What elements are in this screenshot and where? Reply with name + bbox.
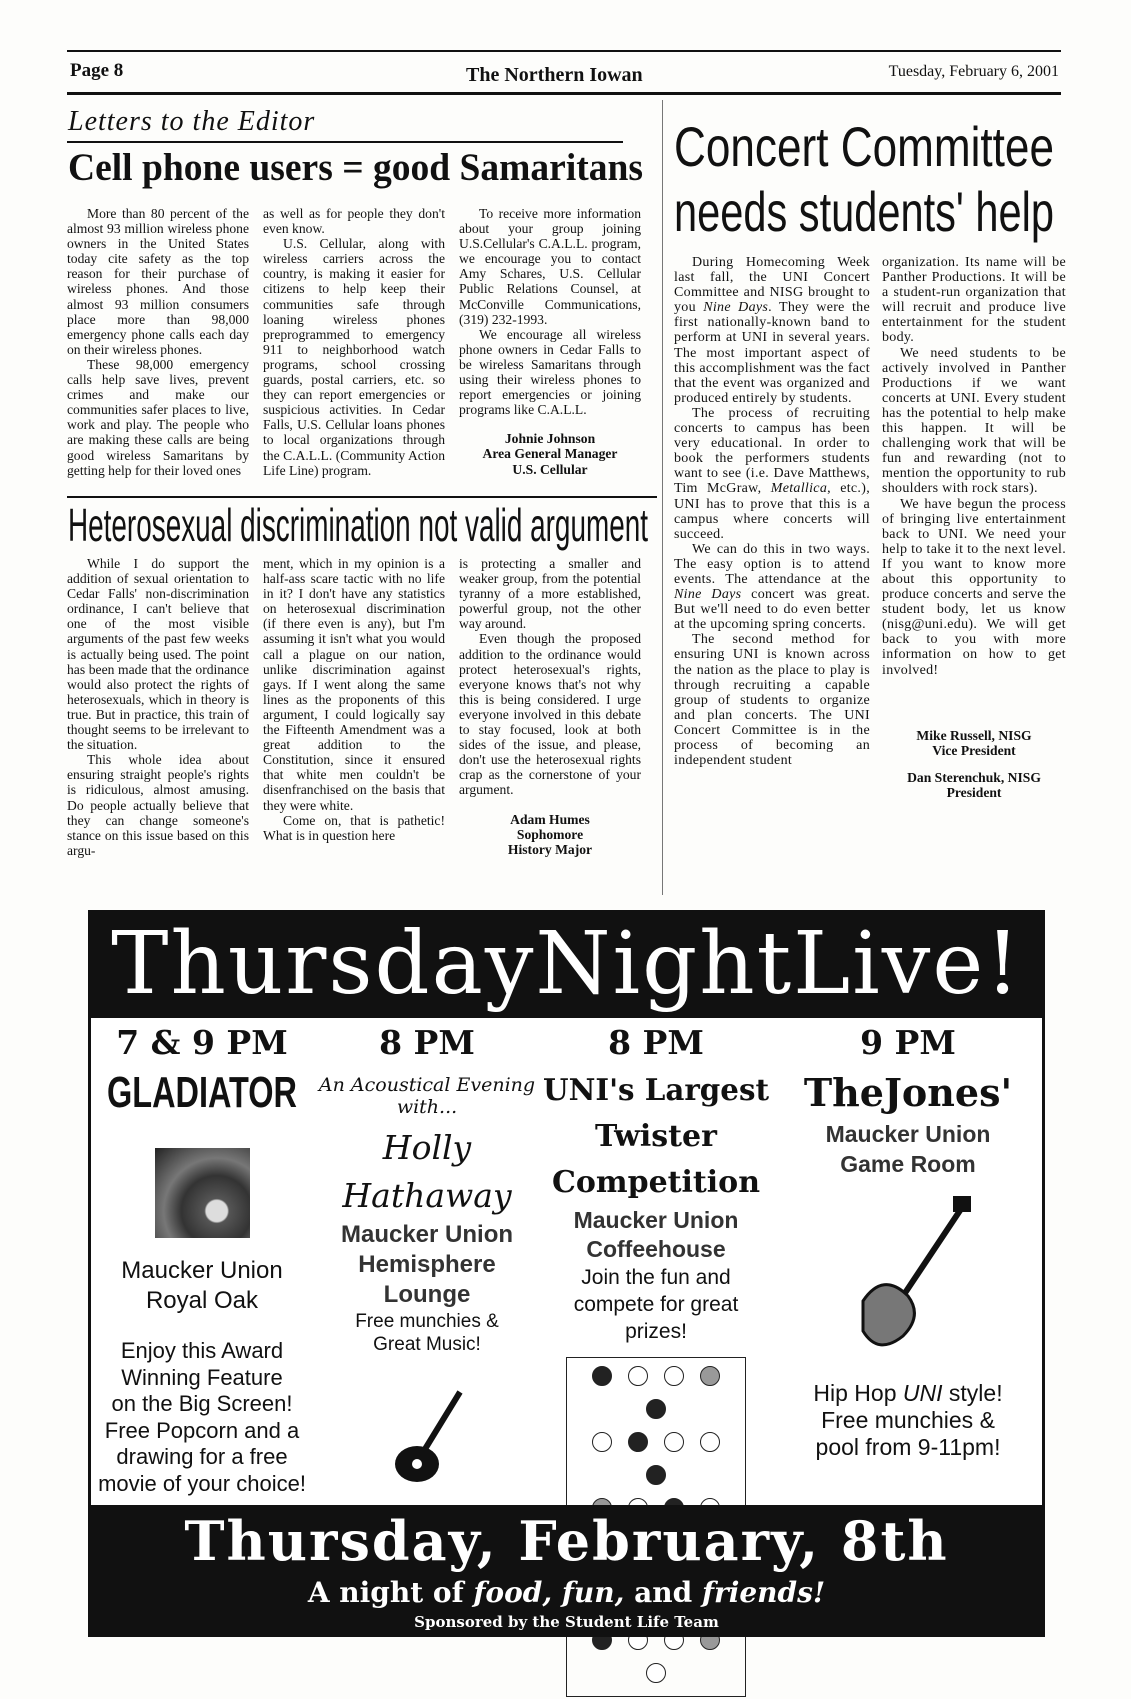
event-name: TheJones' bbox=[803, 1070, 1013, 1115]
ad-sponsor: Sponsored by the Student Life Team bbox=[414, 1613, 719, 1631]
paragraph: This whole idea about ensuring straight people's rights is ridiculous, almost amusing. Do people actually believe that they can change someone's stance on this issue based on this argu- bbox=[67, 752, 249, 858]
header-rule bbox=[67, 92, 1061, 95]
event-holly-hathaway bbox=[316, 1023, 538, 1499]
paragraph: organization. Its name will be Panther Productions. It will be a student-run organization that will recruit and produce live entertainment for the student body. bbox=[882, 255, 1066, 346]
letter2-signature bbox=[459, 812, 641, 857]
column-divider bbox=[662, 100, 663, 895]
paragraph: Even though the proposed addition to the ordinance would protect heterosexual's rights, everyone knows that's not why this is being considered. I urge everyone involved in this debate to stay focused, look at both sides of the issue, and please, don't use the heterosexual rights crap as the cornerstone of your argument. bbox=[459, 631, 641, 798]
paragraph: We have begun the process of bringing live entertainment back to UNI. We need your help to take it to the next level. If you want to know more about this opportunity to produce concerts and serve the student body, let us know (nisg@uni.edu). We will get back to you with more information on how to get involved! bbox=[882, 496, 1066, 678]
event-place: Maucker Union Coffeehouse bbox=[573, 1207, 739, 1262]
text-line: Free munchies & bbox=[355, 1311, 499, 1332]
paragraph: is protecting a smaller and weaker group, from the potential tyranny of a more established, powerful group, not the other way around. bbox=[459, 556, 641, 632]
section-title: Letters to the Editor bbox=[68, 106, 316, 137]
text-line: Sophomore bbox=[516, 826, 584, 842]
paragraph: The process of recruiting concerts to campus has been very educational. In order to book the performers students want to see (i.e. Dave Matthews, Tim McGraw, Metallica, etc.), UNI has to prove that this is a campus where concerts will succeed. bbox=[674, 405, 870, 542]
paragraph: The second method for ensuring UNI is known across the nation as the place to play is through recruiting a capable group of students to organize and plan concerts. The UNI Concert Committee is in the process of becoming an independent student bbox=[674, 632, 870, 769]
text-line: Area General Manager bbox=[482, 446, 618, 462]
paragraph: ment, which in my opinion is a half-ass scare tactic with no life in it? I don't have any statistics on heterosexual discrimination (if there even is any), but I'm assuming it isn't what you would call a plague on our nation, unlike discrimination against gays. If I went along the same lines as the proponents of this argument, I could logically say the Fifteenth Amendment was a great addition to the Constitution, since it ensured that white men couldn't be disenfranchised on the basis that they were white. bbox=[263, 556, 445, 813]
twister-dot bbox=[700, 1432, 720, 1452]
paragraph: We can do this in two ways. The easy option is to attend events. The attendance at the Nine Days concert was great. But we'll need to do even better at the upcoming spring concerts. bbox=[674, 541, 870, 633]
paragraph: During Homecoming Week last fall, the UNI Concert Committee and NISG brought to you Nine Days. They were the first nationally-known band to perform at UNI in several years. The most important aspect of this accomplishment was the fact that the event was organized and produced entirely by students. bbox=[674, 255, 871, 406]
event-time: 9 PM bbox=[860, 1023, 956, 1062]
concert-headline-line2: needs students' help bbox=[674, 180, 1054, 243]
ad-title bbox=[91, 913, 1042, 1018]
event-description bbox=[91, 1338, 313, 1497]
event-name: UNI's Largest Twister Competition bbox=[543, 1073, 769, 1200]
event-name: GLADIATOR bbox=[107, 1068, 297, 1117]
paragraph: Come on, that is pathetic! What is in question here bbox=[263, 812, 445, 843]
issue-date: Tuesday, February 6, 2001 bbox=[888, 63, 1059, 80]
text-line: Johnie Johnson bbox=[504, 431, 596, 447]
text-line: pool from 9-11pm! bbox=[815, 1434, 1001, 1460]
text-line: compete for great bbox=[573, 1293, 739, 1316]
twister-dot bbox=[646, 1465, 666, 1485]
text-line: Vice President bbox=[932, 742, 1016, 758]
paragraph: While I do support the addition of sexual orientation to Cedar Falls' non-discrimination ordinance, I can't believe that one of the most visible arguments of the past few weeks is actually being used. The point has been made that the ordinance would also protect the rights of heterosexuals, which in theory is true. But in practice, this train of thought seems to be irrelevant to the situation. bbox=[67, 556, 249, 753]
letter1-signature bbox=[459, 431, 641, 476]
twister-dot bbox=[592, 1432, 612, 1452]
text-line: President bbox=[946, 784, 1002, 800]
concert-body bbox=[674, 255, 1066, 800]
text-line: Adam Humes bbox=[510, 811, 590, 827]
twister-dot bbox=[628, 1432, 648, 1452]
paragraph: More than 80 percent of the almost 93 million wireless phone owners in the United States today cite safety as the top reason for their purchase of wireless phones. And those almost 93 million consumers place more than 98,000 emergency phone calls each day on their wireless phones. bbox=[67, 206, 249, 357]
event-name: Holly Hathaway bbox=[342, 1128, 512, 1215]
concert-signature-1 bbox=[882, 728, 1066, 758]
paper-name: The Northern Iowan bbox=[466, 64, 643, 86]
event-intro-2: with... bbox=[396, 1096, 458, 1118]
text-line: Great Music! bbox=[373, 1334, 481, 1355]
acoustic-guitar-icon bbox=[382, 1384, 472, 1494]
letter1-col1 bbox=[67, 206, 249, 478]
concert-headline bbox=[674, 115, 1054, 245]
text-line: U.S. Cellular bbox=[512, 461, 588, 477]
event-intro: An Acoustical Evening bbox=[318, 1074, 536, 1096]
concert-headline-line1: Concert Committee bbox=[674, 115, 1054, 178]
paragraph: These 98,000 emergency calls help save lives, prevent crimes and make our communities safer places to live, work and play. The people who are making these calls are being good wireless Samaritans by getting help for their loved ones bbox=[67, 356, 249, 478]
text-line: on the Big Screen! bbox=[111, 1391, 293, 1416]
text-line: Mike Russell, NISG bbox=[916, 727, 1032, 743]
twister-dot bbox=[646, 1663, 666, 1683]
ad-tagline: A night of food, fun, and friends! bbox=[307, 1576, 826, 1609]
letter2-col1 bbox=[67, 556, 249, 858]
event-description bbox=[541, 1264, 771, 1345]
letter2-body bbox=[67, 556, 641, 858]
text-line: Dan Sterenchuk, NISG bbox=[907, 769, 1041, 785]
letter1-col2 bbox=[263, 206, 445, 478]
letter2-col3 bbox=[459, 556, 641, 858]
page-number: Page 8 bbox=[70, 60, 124, 81]
event-place: Maucker Union Game Room bbox=[825, 1121, 991, 1177]
thursday-night-live-ad bbox=[88, 910, 1045, 1637]
paragraph: We need students to be actively involved in Panther Productions if we want concerts at UNI. Every student has the potential to help make this happen. It will be challenging work that will be fun and rewarding (not to mention the opportunity to rub shoulders with rock stars). bbox=[882, 345, 1066, 497]
event-time: 8 PM bbox=[608, 1023, 704, 1062]
text-line: Winning Feature bbox=[121, 1364, 283, 1390]
twister-dot bbox=[628, 1366, 648, 1386]
text-line: Enjoy this Award bbox=[120, 1338, 284, 1363]
letter1-col3 bbox=[459, 206, 641, 478]
text-line: movie of your choice! bbox=[98, 1470, 306, 1496]
text-line: prizes! bbox=[625, 1320, 687, 1343]
twister-dot bbox=[646, 1399, 666, 1419]
concert-col1 bbox=[674, 255, 870, 800]
event-place: Maucker Union Hemisphere Lounge bbox=[340, 1221, 514, 1308]
top-rule bbox=[67, 50, 1061, 52]
ad-title-text: ThursdayNightLive! bbox=[111, 914, 1022, 1014]
twister-dot bbox=[664, 1432, 684, 1452]
letter2-headline: Heterosexual discrimination not valid argument bbox=[68, 499, 648, 551]
twister-dot bbox=[700, 1366, 720, 1386]
concert-col2 bbox=[882, 255, 1066, 800]
letter2-col2 bbox=[263, 556, 445, 858]
concert-signature-2 bbox=[882, 770, 1066, 800]
event-gladiator bbox=[91, 1023, 313, 1497]
paragraph: To receive more information about your group joining U.S.Cellular's C.A.L.L. program, we encourage you to contact Amy Schares, U.S. Cellular Public Relations Counsel, at McConville Communications, (319) 232-1993. bbox=[459, 206, 641, 327]
twister-dot bbox=[664, 1366, 684, 1386]
ad-footer bbox=[91, 1505, 1042, 1637]
ad-date: Thursday, February, 8th bbox=[184, 1509, 949, 1573]
event-description: Hip Hop UNI style! Free munchies & pool from 9-11pm! bbox=[773, 1380, 1043, 1461]
text-line: Join the fun and bbox=[581, 1266, 731, 1289]
text-line: History Major bbox=[507, 841, 593, 857]
event-place: Maucker Union Royal Oak bbox=[121, 1257, 283, 1314]
event-time: 8 PM bbox=[379, 1023, 475, 1062]
paragraph: We encourage all wireless phone owners in Cedar Falls to be wireless Samaritans through using their wireless phones to report emergencies or joining programs like C.A.L.L. bbox=[459, 326, 641, 418]
gladiator-photo bbox=[155, 1148, 250, 1238]
event-the-jones bbox=[773, 1023, 1043, 1461]
text-line: Free munchies & bbox=[821, 1407, 995, 1433]
section-rule bbox=[67, 141, 623, 143]
text-line: Free Popcorn and a bbox=[104, 1417, 300, 1443]
twister-dot bbox=[592, 1366, 612, 1386]
event-time: 7 & 9 PM bbox=[116, 1023, 288, 1062]
letter1-headline: Cell phone users = good Samaritans bbox=[68, 146, 643, 189]
paragraph: as well as for people they don't even know. bbox=[263, 206, 445, 237]
paragraph: U.S. Cellular, along with wireless carriers across the country, is making it easier for citizens to help keep their communities safe through loaning wireless phones preprogrammed to emergency 911 to neighborhood watch programs, school crossing guards, postal carriers, etc. so they can report emergencies or suspicious activities. In Cedar Falls, U.S. Cellular loans phones to local organizations through the C.A.L.L. (Community Action Life Line) program. bbox=[263, 236, 445, 478]
electric-guitar-icon bbox=[833, 1191, 983, 1361]
event-description bbox=[316, 1310, 538, 1356]
text-line: drawing for a free bbox=[116, 1444, 288, 1469]
letter1-body bbox=[67, 206, 641, 478]
